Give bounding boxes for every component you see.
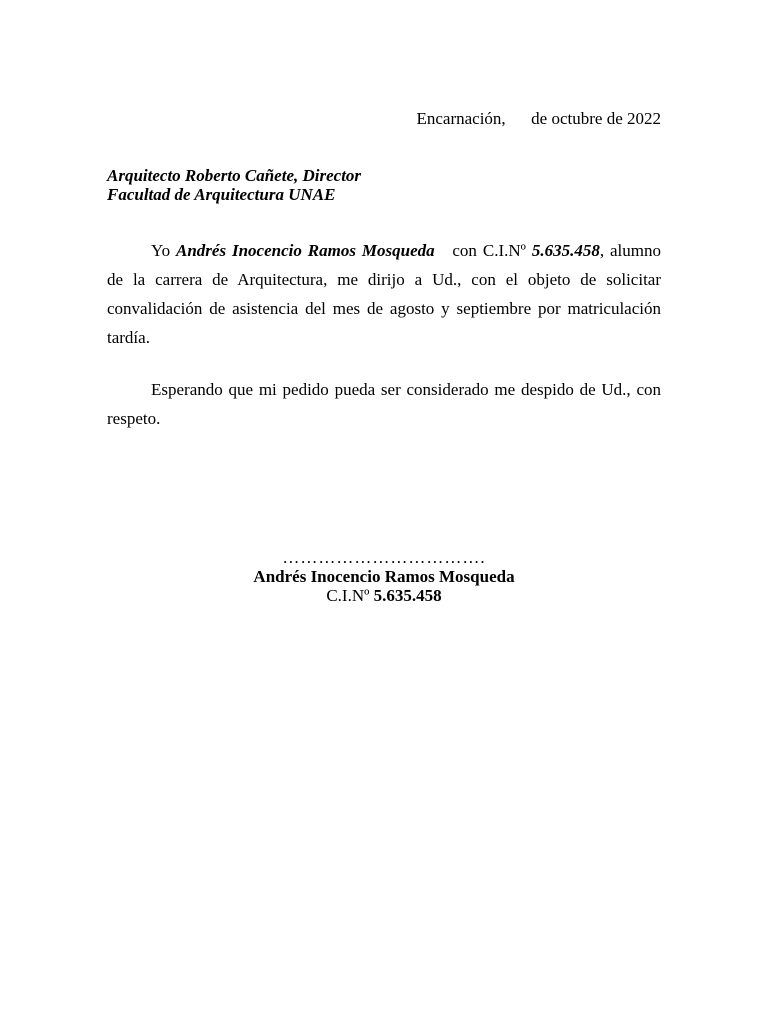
signature-line: …………………………….: [282, 548, 486, 567]
student-name: Andrés Inocencio Ramos Mosqueda: [176, 241, 435, 260]
student-ci-number: 5.635.458: [531, 241, 600, 260]
body-paragraph-1: [107, 236, 661, 352]
letter-page: [107, 0, 661, 1024]
body-paragraph-2: [107, 375, 661, 433]
recipient-line-2: Facultad de Arquitectura UNAE: [107, 185, 336, 204]
p1-prefix: Yo: [151, 241, 176, 260]
date-text: de octubre de 2022: [531, 109, 661, 128]
signature-ci-label: C.I.Nº: [326, 586, 374, 605]
signature-ci: [107, 586, 661, 605]
signature-block: [107, 548, 661, 605]
recipient-block: [107, 166, 361, 204]
p2-text: Esperando que mi pedido pueda ser considerado me despido de Ud., con respeto.: [107, 380, 661, 428]
p1-text: , alumno de la carrera de Arquitectura, me dirijo a Ud., con el objeto de solicitar convalidación de asistencia del mes de agosto y septiembre por matriculación tardía.: [107, 241, 661, 347]
p1-ci-label: con C.I.Nº: [452, 241, 526, 260]
signature-name: Andrés Inocencio Ramos Mosqueda: [253, 567, 515, 586]
date-line: [416, 109, 661, 129]
signature-ci-number: 5.635.458: [373, 586, 442, 605]
date-place: Encarnación,: [416, 109, 506, 128]
recipient-line-1: Arquitecto Roberto Cañete, Director: [107, 166, 362, 185]
